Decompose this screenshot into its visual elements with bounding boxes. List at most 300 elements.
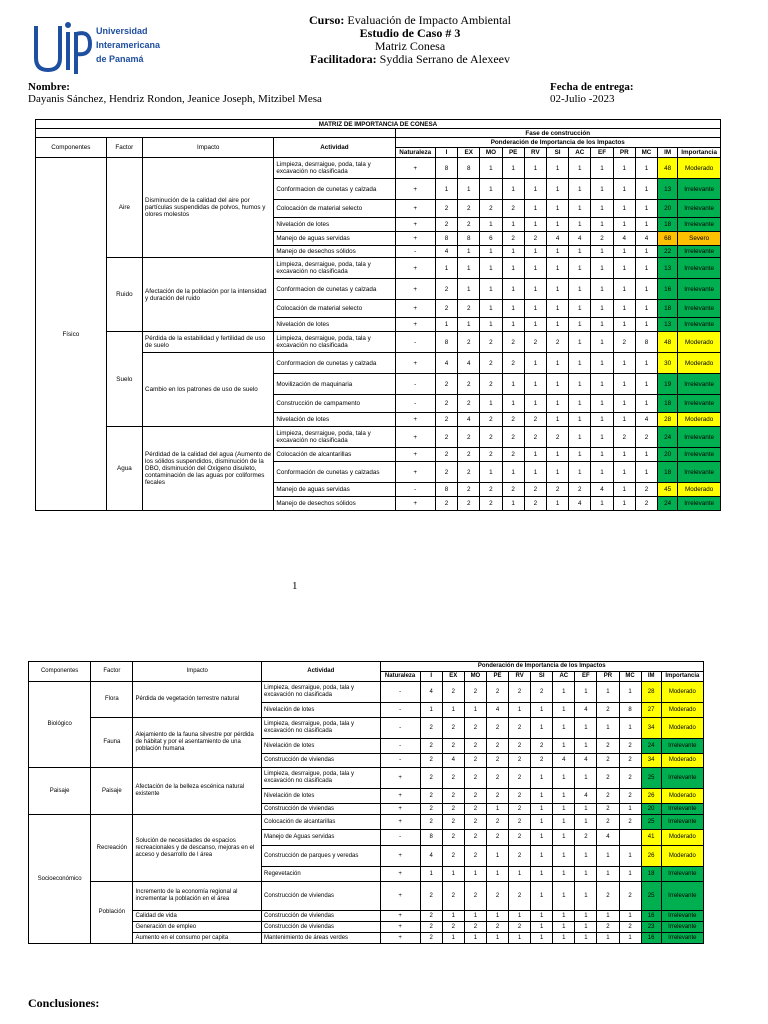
value-cell: 2	[420, 768, 442, 789]
value-cell: 1	[464, 703, 486, 718]
value-cell: 1	[613, 462, 635, 483]
value-cell: 1	[613, 374, 635, 395]
activity-cell: Nivelación de lotes	[261, 789, 380, 804]
value-cell: 8	[635, 332, 657, 353]
value-cell: +	[395, 218, 435, 232]
value-cell: 2	[442, 882, 464, 911]
subheader-rv: RV	[524, 148, 546, 158]
value-cell: 1	[591, 158, 613, 179]
im-cell: 22	[658, 246, 678, 258]
subheader-si: SI	[531, 672, 553, 682]
value-cell: 4	[553, 754, 575, 768]
value-cell: 1	[613, 246, 635, 258]
ponderacion-header: Ponderación de Importancia de los Impactos	[395, 138, 721, 148]
value-cell: 1	[569, 158, 591, 179]
value-cell: 1	[591, 332, 613, 353]
activity-cell: Construcción de campamento	[274, 395, 395, 413]
importance-cell: Moderado	[661, 789, 703, 804]
value-cell: 2	[442, 789, 464, 804]
value-cell: 1	[569, 218, 591, 232]
value-cell: 2	[442, 804, 464, 815]
value-cell: 2	[597, 703, 619, 718]
value-cell: 4	[458, 413, 480, 427]
value-cell: 1	[575, 882, 597, 911]
value-cell: 1	[531, 911, 553, 922]
value-cell: -	[395, 483, 435, 497]
blank-cell	[36, 129, 396, 138]
value-cell: 2	[509, 922, 531, 933]
value-cell: 4	[420, 846, 442, 867]
value-cell: 1	[619, 682, 641, 703]
subheader-mo: MO	[480, 148, 502, 158]
value-cell: 2	[420, 804, 442, 815]
im-cell: 13	[658, 258, 678, 279]
value-cell: 4	[635, 232, 657, 246]
value-cell: 2	[486, 830, 508, 846]
im-cell: 18	[641, 867, 661, 882]
impact-cell: Cambio en los patrones de uso de suelo	[143, 353, 274, 427]
im-cell: 18	[658, 218, 678, 232]
value-cell: 1	[546, 374, 568, 395]
importance-cell: Irrelevante	[678, 462, 721, 483]
value-cell: 4	[569, 232, 591, 246]
value-cell: 1	[524, 258, 546, 279]
value-cell: 2	[420, 922, 442, 933]
value-cell: 1	[613, 300, 635, 318]
value-cell: 4	[435, 353, 457, 374]
subheader-pe: PE	[502, 148, 524, 158]
im-cell: 16	[641, 933, 661, 944]
im-cell: 48	[658, 332, 678, 353]
value-cell: -	[380, 739, 420, 754]
im-cell: 20	[658, 200, 678, 218]
im-cell: 13	[658, 179, 678, 200]
value-cell: 2	[591, 232, 613, 246]
importance-cell: Irrelevante	[661, 815, 703, 830]
importance-cell: Irrelevante	[678, 246, 721, 258]
value-cell: 2	[569, 483, 591, 497]
value-cell: 2	[509, 718, 531, 739]
value-cell: 1	[546, 497, 568, 511]
col-actividad: Actividad	[261, 662, 380, 682]
value-cell: 2	[480, 497, 502, 511]
value-cell: 2	[480, 427, 502, 448]
activity-cell: Limpieza, desrraigue, poda, tala y excavación no clasificada	[261, 718, 380, 739]
value-cell: 1	[591, 462, 613, 483]
value-cell: 4	[486, 703, 508, 718]
value-cell: 1	[531, 882, 553, 911]
value-cell: 1	[613, 353, 635, 374]
activity-cell: Construcción de viviendas	[261, 911, 380, 922]
value-cell: 1	[480, 462, 502, 483]
value-cell: 1	[591, 353, 613, 374]
im-cell: 28	[641, 682, 661, 703]
value-cell: 2	[442, 739, 464, 754]
value-cell: 1	[575, 922, 597, 933]
value-cell: 1	[531, 933, 553, 944]
value-cell: 2	[502, 200, 524, 218]
importance-cell: Irrelevante	[661, 911, 703, 922]
value-cell: 1	[458, 179, 480, 200]
value-cell: 2	[597, 922, 619, 933]
subheader-ex: EX	[458, 148, 480, 158]
activity-cell: Conformacion de cunetas y calzada	[274, 353, 395, 374]
col-actividad: Actividad	[274, 138, 395, 158]
value-cell: 1	[509, 867, 531, 882]
value-cell: 2	[635, 427, 657, 448]
value-cell: 1	[531, 922, 553, 933]
value-cell: +	[395, 200, 435, 218]
subheader-naturaleza: Naturaleza	[395, 148, 435, 158]
importance-cell: Moderado	[661, 682, 703, 703]
activity-cell: Nivelación de lotes	[274, 318, 395, 332]
value-cell: +	[395, 427, 435, 448]
value-cell: 1	[569, 246, 591, 258]
value-cell: 2	[464, 846, 486, 867]
importance-cell: Moderado	[678, 353, 721, 374]
value-cell: 2	[420, 933, 442, 944]
value-cell: 2	[619, 754, 641, 768]
value-cell: 2	[464, 789, 486, 804]
value-cell: 1	[635, 318, 657, 332]
value-cell: 1	[619, 867, 641, 882]
value-cell: 2	[420, 754, 442, 768]
value-cell: 1	[464, 911, 486, 922]
value-cell: 2	[435, 200, 457, 218]
course-line: Curso: Evaluación de Impacto Ambiental	[309, 13, 511, 27]
value-cell: 2	[464, 830, 486, 846]
value-cell: 2	[597, 739, 619, 754]
value-cell: 1	[435, 318, 457, 332]
value-cell: 2	[575, 830, 597, 846]
importance-cell: Moderado	[661, 703, 703, 718]
activity-cell: Colocación de alcantarillas	[274, 448, 395, 462]
value-cell: 1	[553, 804, 575, 815]
value-cell: 2	[458, 427, 480, 448]
value-cell: 1	[569, 200, 591, 218]
im-cell: 18	[658, 300, 678, 318]
value-cell: 1	[613, 413, 635, 427]
value-cell: +	[395, 353, 435, 374]
value-cell: +	[395, 497, 435, 511]
value-cell: 1	[546, 413, 568, 427]
activity-cell: Construcción de viviendas	[261, 804, 380, 815]
matrix-title: MATRIZ DE IMPORTANCIA DE CONESA	[36, 120, 721, 129]
table-row	[36, 158, 721, 179]
value-cell: 1	[575, 804, 597, 815]
value-cell: 1	[591, 218, 613, 232]
value-cell: 1	[553, 846, 575, 867]
value-cell: +	[395, 232, 435, 246]
activity-cell: Limpieza, desrraigue, poda, tala y excavación no clasificada	[274, 332, 395, 353]
subheader-i: I	[420, 672, 442, 682]
value-cell: 1	[575, 682, 597, 703]
value-cell: 2	[458, 218, 480, 232]
col-factor: Factor	[91, 662, 133, 682]
value-cell: 2	[442, 922, 464, 933]
value-cell: 4	[635, 413, 657, 427]
value-cell: 1	[553, 739, 575, 754]
value-cell: 1	[509, 911, 531, 922]
value-cell: 1	[486, 911, 508, 922]
value-cell: 2	[458, 462, 480, 483]
activity-cell: Conformacion de cunetas y calzada	[274, 279, 395, 300]
subheader-pr: PR	[597, 672, 619, 682]
activity-cell: Construcción de viviendas	[261, 882, 380, 911]
value-cell: 1	[546, 448, 568, 462]
value-cell: 2	[464, 718, 486, 739]
value-cell: 2	[458, 374, 480, 395]
value-cell: 1	[597, 846, 619, 867]
im-cell: 27	[641, 703, 661, 718]
date-label: Fecha de entrega:	[550, 81, 634, 93]
value-cell: 1	[619, 718, 641, 739]
activity-cell: Conformacion de cunetas y calzada	[274, 179, 395, 200]
value-cell: 1	[613, 483, 635, 497]
importance-cell: Moderado	[678, 413, 721, 427]
value-cell: 1	[635, 462, 657, 483]
value-cell: +	[395, 448, 435, 462]
header-row	[36, 138, 721, 148]
value-cell: 1	[509, 933, 531, 944]
subheader-ex: EX	[442, 672, 464, 682]
value-cell: 2	[509, 682, 531, 703]
value-cell: 1	[435, 258, 457, 279]
university-logo	[30, 18, 161, 74]
value-cell: 4	[420, 682, 442, 703]
subheader-importancia: Importancia	[661, 672, 703, 682]
value-cell: 2	[613, 427, 635, 448]
subheader-mc: MC	[619, 672, 641, 682]
im-cell: 25	[641, 815, 661, 830]
im-cell: 24	[658, 427, 678, 448]
value-cell: 1	[591, 448, 613, 462]
value-cell: 2	[524, 413, 546, 427]
value-cell: +	[380, 789, 420, 804]
col-componentes: Componentes	[36, 138, 107, 158]
value-cell: 2	[480, 483, 502, 497]
im-cell: 68	[658, 232, 678, 246]
value-cell: 1	[591, 246, 613, 258]
value-cell: 1	[502, 374, 524, 395]
value-cell: 1	[531, 768, 553, 789]
component-cell: Físico	[36, 158, 107, 511]
value-cell	[619, 830, 641, 846]
value-cell: 1	[546, 246, 568, 258]
table-row	[36, 332, 721, 353]
importance-cell: Moderado	[661, 846, 703, 867]
importance-cell: Severo	[678, 232, 721, 246]
subheader-pr: PR	[613, 148, 635, 158]
value-cell: 2	[597, 882, 619, 911]
value-cell: 2	[524, 497, 546, 511]
value-cell: 2	[420, 789, 442, 804]
names: Dayanis Sánchez, Hendriz Rondon, Jeanice Joseph, Mitzibel Mesa	[28, 93, 322, 105]
value-cell: 1	[486, 804, 508, 815]
value-cell: 2	[524, 332, 546, 353]
value-cell: 1	[546, 395, 568, 413]
value-cell: 1	[575, 739, 597, 754]
activity-cell: Limpieza, desrraigue, poda, tala y excavación no clasificada	[274, 158, 395, 179]
value-cell: 2	[435, 300, 457, 318]
value-cell: 2	[502, 332, 524, 353]
value-cell: 1	[597, 867, 619, 882]
value-cell: 2	[486, 768, 508, 789]
value-cell: 1	[546, 258, 568, 279]
value-cell: 1	[546, 462, 568, 483]
subheader-ac: AC	[569, 148, 591, 158]
value-cell: 2	[435, 427, 457, 448]
ponderacion-header: Ponderación de Importancia de los Impactos	[380, 662, 704, 672]
impact-cell: Afectación de la belleza escénica natural existente	[133, 768, 262, 815]
value-cell: 1	[569, 332, 591, 353]
value-cell: 1	[613, 279, 635, 300]
importance-cell: Irrelevante	[661, 922, 703, 933]
value-cell: 2	[509, 846, 531, 867]
value-cell: 1	[502, 318, 524, 332]
value-cell: 8	[619, 703, 641, 718]
value-cell: 1	[531, 830, 553, 846]
subheader-mc: MC	[635, 148, 657, 158]
value-cell: 1	[635, 300, 657, 318]
value-cell: 2	[442, 815, 464, 830]
value-cell: 1	[635, 353, 657, 374]
value-cell: 1	[480, 246, 502, 258]
activity-cell: Limpieza, desrraigue, poda, tala y excavación no clasificada	[261, 682, 380, 703]
im-cell: 25	[641, 882, 661, 911]
value-cell: 1	[502, 246, 524, 258]
value-cell: 2	[435, 462, 457, 483]
value-cell: 1	[635, 179, 657, 200]
value-cell: 1	[613, 200, 635, 218]
value-cell: 1	[635, 218, 657, 232]
value-cell: +	[395, 258, 435, 279]
value-cell: 1	[458, 318, 480, 332]
value-cell: 2	[524, 483, 546, 497]
name-label: Nombre:	[28, 81, 70, 93]
activity-cell: Nivelación de lotes	[274, 218, 395, 232]
subheader-im: IM	[641, 672, 661, 682]
value-cell: 8	[458, 158, 480, 179]
value-cell: 1	[524, 353, 546, 374]
im-cell: 41	[641, 830, 661, 846]
value-cell: 1	[569, 374, 591, 395]
value-cell: 1	[553, 815, 575, 830]
value-cell: 2	[597, 768, 619, 789]
table-row	[36, 427, 721, 448]
importance-cell: Irrelevante	[678, 374, 721, 395]
importance-cell: Irrelevante	[678, 300, 721, 318]
impact-cell: Alejamiento de la fauna silvestre por pérdida de hábitat y por el asentamiento de una población humana	[133, 718, 262, 768]
activity-cell: Manejo de Aguas servidas	[261, 830, 380, 846]
value-cell: 1	[435, 179, 457, 200]
value-cell: 4	[575, 789, 597, 804]
value-cell: 1	[591, 374, 613, 395]
value-cell: +	[380, 922, 420, 933]
value-cell: 1	[524, 279, 546, 300]
activity-cell: Limpieza, desrraigue, poda, tala y excavación no clasificada	[274, 258, 395, 279]
value-cell: 1	[591, 200, 613, 218]
value-cell: 1	[546, 353, 568, 374]
value-cell: 1	[502, 279, 524, 300]
value-cell: 4	[442, 754, 464, 768]
component-cell: Socioeconómico	[29, 815, 91, 944]
value-cell: 2	[635, 483, 657, 497]
value-cell: 2	[502, 448, 524, 462]
value-cell: 6	[480, 232, 502, 246]
impact-cell: Afectación de la población por la intensidad y duración del ruido	[143, 258, 274, 332]
factor-cell: Recreación	[91, 815, 133, 882]
value-cell: -	[380, 754, 420, 768]
activity-cell: Manejo de aguas servidas	[274, 232, 395, 246]
importance-cell: Irrelevante	[661, 867, 703, 882]
value-cell: 1	[464, 867, 486, 882]
value-cell: 1	[569, 300, 591, 318]
value-cell: +	[395, 462, 435, 483]
value-cell: 8	[435, 158, 457, 179]
activity-cell: Manejo de aguas servidas	[274, 483, 395, 497]
value-cell: -	[395, 246, 435, 258]
value-cell: 1	[524, 246, 546, 258]
im-cell: 16	[658, 279, 678, 300]
value-cell: 1	[524, 318, 546, 332]
value-cell: +	[380, 882, 420, 911]
value-cell: 1	[524, 395, 546, 413]
value-cell: 1	[480, 300, 502, 318]
importance-cell: Irrelevante	[678, 279, 721, 300]
value-cell: 2	[531, 682, 553, 703]
value-cell: 1	[546, 200, 568, 218]
value-cell: 1	[569, 413, 591, 427]
value-cell: 1	[569, 179, 591, 200]
value-cell: 1	[524, 200, 546, 218]
subheader-im: IM	[658, 148, 678, 158]
value-cell: 4	[569, 497, 591, 511]
im-cell: 18	[658, 395, 678, 413]
value-cell: 2	[458, 300, 480, 318]
value-cell: 1	[635, 258, 657, 279]
value-cell: 1	[524, 374, 546, 395]
value-cell: 2	[486, 882, 508, 911]
impact-cell: Pérdida de la estabilidad y fertilidad de uso de suelo	[143, 332, 274, 353]
activity-cell: Manejo de desechos sólidos	[274, 497, 395, 511]
im-cell: 20	[641, 804, 661, 815]
value-cell: 2	[458, 395, 480, 413]
activity-cell: Construcción de parques y veredas	[261, 846, 380, 867]
value-cell: +	[395, 158, 435, 179]
im-cell: 30	[658, 353, 678, 374]
value-cell: 2	[531, 739, 553, 754]
value-cell: 2	[597, 804, 619, 815]
value-cell: 1	[531, 867, 553, 882]
value-cell: +	[380, 867, 420, 882]
impact-cell: Aumento en el consumo per capita	[133, 933, 262, 944]
table-row	[29, 768, 704, 789]
value-cell: 1	[569, 258, 591, 279]
impact-cell: Disminución de la calidad del aire por partículas suspendidas de polvos, humos y olores molestos	[143, 158, 274, 258]
value-cell: 2	[486, 682, 508, 703]
im-cell: 25	[641, 768, 661, 789]
value-cell: 1	[613, 258, 635, 279]
value-cell: 1	[635, 200, 657, 218]
value-cell: 2	[619, 815, 641, 830]
im-cell: 24	[658, 497, 678, 511]
value-cell: 4	[435, 246, 457, 258]
value-cell: 1	[635, 246, 657, 258]
value-cell: 1	[442, 933, 464, 944]
value-cell: 1	[480, 318, 502, 332]
value-cell: 1	[531, 815, 553, 830]
